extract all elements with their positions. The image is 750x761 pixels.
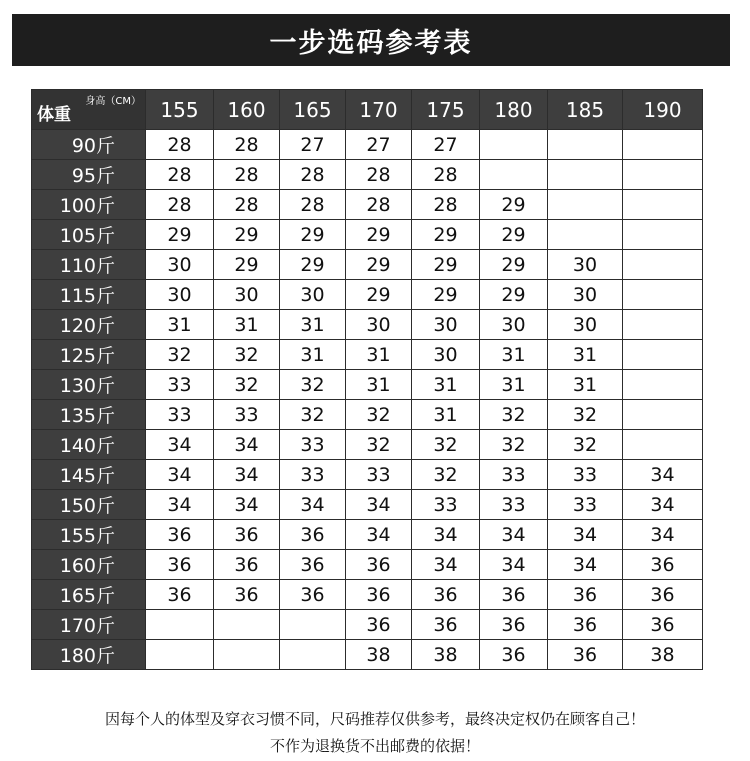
size-cell: 28	[346, 190, 412, 220]
size-cell: 33	[548, 490, 623, 520]
table-row	[32, 520, 703, 550]
size-cell	[548, 130, 623, 160]
size-cell: 32	[346, 430, 412, 460]
table-row	[32, 550, 703, 580]
size-cell: 36	[214, 550, 280, 580]
header-row	[32, 90, 703, 130]
size-cell: 30	[548, 250, 623, 280]
size-cell: 33	[412, 490, 480, 520]
table-row	[32, 430, 703, 460]
size-cell: 32	[346, 400, 412, 430]
size-cell	[623, 160, 703, 190]
size-cell: 29	[280, 250, 346, 280]
size-cell: 32	[280, 400, 346, 430]
size-cell: 36	[480, 610, 548, 640]
weight-axis-label: 体重	[37, 105, 71, 125]
size-cell: 32	[480, 430, 548, 460]
size-cell: 29	[480, 190, 548, 220]
weight-row-header: 145斤	[32, 460, 146, 490]
size-cell	[623, 250, 703, 280]
table-row	[32, 460, 703, 490]
table-row	[32, 190, 703, 220]
size-cell: 32	[548, 430, 623, 460]
size-cell: 29	[280, 220, 346, 250]
size-cell: 29	[146, 220, 214, 250]
size-cell: 38	[412, 640, 480, 670]
size-cell: 34	[412, 520, 480, 550]
size-cell: 34	[214, 430, 280, 460]
height-header-cell: 175	[412, 90, 480, 130]
table-row	[32, 310, 703, 340]
size-cell: 28	[280, 190, 346, 220]
size-cell: 31	[280, 310, 346, 340]
size-cell: 33	[480, 490, 548, 520]
height-header-cell: 160	[214, 90, 280, 130]
weight-row-header: 125斤	[32, 340, 146, 370]
size-cell: 30	[548, 310, 623, 340]
size-cell	[623, 310, 703, 340]
size-cell: 36	[146, 550, 214, 580]
height-axis-label: 身高（CM）	[85, 96, 141, 107]
size-cell: 29	[346, 250, 412, 280]
size-cell	[214, 640, 280, 670]
size-cell: 36	[146, 580, 214, 610]
table-row	[32, 400, 703, 430]
table-row	[32, 250, 703, 280]
size-cell: 31	[480, 370, 548, 400]
size-cell: 33	[548, 460, 623, 490]
size-cell: 34	[280, 490, 346, 520]
size-cell: 34	[623, 460, 703, 490]
return-policy-note: 不作为退换货不出邮费的依据！	[269, 737, 480, 755]
size-cell: 31	[280, 340, 346, 370]
table-row	[32, 130, 703, 160]
size-cell: 28	[412, 160, 480, 190]
size-cell	[623, 340, 703, 370]
size-cell: 33	[146, 370, 214, 400]
size-cell: 28	[412, 190, 480, 220]
size-cell: 31	[146, 310, 214, 340]
height-header-cell: 170	[346, 90, 412, 130]
size-cell: 32	[412, 460, 480, 490]
size-cell	[280, 640, 346, 670]
weight-row-header: 160斤	[32, 550, 146, 580]
table-row	[32, 370, 703, 400]
size-cell: 36	[280, 580, 346, 610]
size-cell: 31	[346, 340, 412, 370]
size-cell: 34	[146, 490, 214, 520]
size-cell: 29	[480, 220, 548, 250]
size-cell	[623, 190, 703, 220]
size-cell: 36	[412, 580, 480, 610]
size-cell: 33	[280, 430, 346, 460]
size-cell: 38	[623, 640, 703, 670]
size-cell: 28	[146, 160, 214, 190]
size-cell: 31	[412, 400, 480, 430]
size-cell: 29	[346, 280, 412, 310]
size-cell: 36	[623, 580, 703, 610]
size-cell: 36	[548, 580, 623, 610]
corner-cell	[32, 90, 146, 130]
size-cell: 30	[146, 280, 214, 310]
size-cell: 32	[480, 400, 548, 430]
height-header-cell: 180	[480, 90, 548, 130]
size-cell: 27	[280, 130, 346, 160]
size-cell: 33	[346, 460, 412, 490]
weight-row-header: 120斤	[32, 310, 146, 340]
size-cell	[146, 640, 214, 670]
size-cell: 36	[346, 580, 412, 610]
size-cell: 28	[346, 160, 412, 190]
size-cell	[480, 130, 548, 160]
size-cell	[280, 610, 346, 640]
size-cell: 36	[346, 610, 412, 640]
size-cell: 32	[280, 370, 346, 400]
size-cell	[480, 160, 548, 190]
size-cell: 29	[480, 280, 548, 310]
size-cell: 34	[548, 550, 623, 580]
size-cell: 31	[412, 370, 480, 400]
size-cell	[548, 160, 623, 190]
table-row	[32, 220, 703, 250]
size-cell	[623, 130, 703, 160]
size-cell: 31	[480, 340, 548, 370]
size-cell	[214, 610, 280, 640]
size-cell: 31	[214, 310, 280, 340]
size-cell: 29	[214, 250, 280, 280]
size-cell: 30	[214, 280, 280, 310]
size-cell: 36	[623, 610, 703, 640]
size-cell: 36	[412, 610, 480, 640]
weight-row-header: 150斤	[32, 490, 146, 520]
size-cell: 30	[146, 250, 214, 280]
size-cell: 38	[346, 640, 412, 670]
table-row	[32, 280, 703, 310]
size-cell: 36	[548, 640, 623, 670]
height-header-cell: 155	[146, 90, 214, 130]
size-cell: 30	[346, 310, 412, 340]
size-cell	[623, 220, 703, 250]
size-cell: 34	[346, 490, 412, 520]
size-cell: 28	[214, 160, 280, 190]
size-cell: 28	[214, 190, 280, 220]
size-cell: 34	[214, 490, 280, 520]
height-header-cell: 185	[548, 90, 623, 130]
size-cell: 33	[480, 460, 548, 490]
size-cell: 34	[346, 520, 412, 550]
size-cell: 34	[548, 520, 623, 550]
size-cell	[623, 370, 703, 400]
size-cell: 36	[480, 640, 548, 670]
table-row	[32, 640, 703, 670]
size-cell: 32	[548, 400, 623, 430]
disclaimer-note: 因每个人的体型及穿衣习惯不同，尺码推荐仅供参考，最终决定权仍在顾客自己！	[104, 710, 645, 728]
table-row	[32, 340, 703, 370]
size-cell: 29	[412, 220, 480, 250]
weight-row-header: 180斤	[32, 640, 146, 670]
page-title: 一步选码参考表	[269, 27, 473, 59]
size-cell: 33	[214, 400, 280, 430]
size-cell: 34	[480, 520, 548, 550]
size-cell: 29	[480, 250, 548, 280]
weight-row-header: 90斤	[32, 130, 146, 160]
size-cell	[623, 430, 703, 460]
size-cell: 34	[412, 550, 480, 580]
weight-row-header: 100斤	[32, 190, 146, 220]
size-cell: 28	[146, 190, 214, 220]
table-row	[32, 490, 703, 520]
size-cell: 28	[214, 130, 280, 160]
size-cell: 34	[146, 430, 214, 460]
size-cell: 30	[480, 310, 548, 340]
size-cell: 32	[412, 430, 480, 460]
size-cell	[623, 400, 703, 430]
height-header-cell: 190	[623, 90, 703, 130]
weight-row-header: 105斤	[32, 220, 146, 250]
size-cell: 34	[623, 520, 703, 550]
size-cell: 28	[146, 130, 214, 160]
size-cell: 36	[346, 550, 412, 580]
size-cell: 30	[412, 340, 480, 370]
table-row	[32, 160, 703, 190]
weight-row-header: 155斤	[32, 520, 146, 550]
weight-row-header: 170斤	[32, 610, 146, 640]
size-cell: 29	[214, 220, 280, 250]
size-cell	[146, 610, 214, 640]
size-cell: 32	[214, 370, 280, 400]
size-cell: 29	[412, 280, 480, 310]
weight-row-header: 95斤	[32, 160, 146, 190]
size-cell: 27	[346, 130, 412, 160]
size-cell: 30	[412, 310, 480, 340]
size-cell: 30	[280, 280, 346, 310]
weight-row-header: 130斤	[32, 370, 146, 400]
size-cell: 34	[146, 460, 214, 490]
size-cell: 28	[280, 160, 346, 190]
size-cell: 34	[214, 460, 280, 490]
size-cell	[623, 280, 703, 310]
size-cell: 36	[280, 550, 346, 580]
weight-row-header: 140斤	[32, 430, 146, 460]
size-cell: 27	[412, 130, 480, 160]
size-cell: 34	[623, 490, 703, 520]
size-cell: 32	[214, 340, 280, 370]
size-cell: 31	[548, 370, 623, 400]
size-cell: 33	[146, 400, 214, 430]
size-cell: 31	[548, 340, 623, 370]
height-header-cell: 165	[280, 90, 346, 130]
size-chart-table	[31, 89, 703, 670]
size-cell	[548, 220, 623, 250]
size-cell	[548, 190, 623, 220]
table-row	[32, 610, 703, 640]
size-cell: 34	[480, 550, 548, 580]
size-cell: 33	[280, 460, 346, 490]
size-cell: 32	[146, 340, 214, 370]
size-cell: 36	[280, 520, 346, 550]
weight-row-header: 110斤	[32, 250, 146, 280]
weight-row-header: 135斤	[32, 400, 146, 430]
size-cell: 36	[214, 520, 280, 550]
table-body	[32, 130, 703, 670]
size-cell: 31	[346, 370, 412, 400]
size-cell: 29	[412, 250, 480, 280]
size-cell: 36	[623, 550, 703, 580]
size-cell: 36	[480, 580, 548, 610]
size-cell: 36	[146, 520, 214, 550]
title-banner	[12, 14, 730, 66]
size-cell: 30	[548, 280, 623, 310]
weight-row-header: 115斤	[32, 280, 146, 310]
weight-row-header: 165斤	[32, 580, 146, 610]
table-row	[32, 580, 703, 610]
size-cell: 36	[214, 580, 280, 610]
size-cell: 29	[346, 220, 412, 250]
size-cell: 36	[548, 610, 623, 640]
